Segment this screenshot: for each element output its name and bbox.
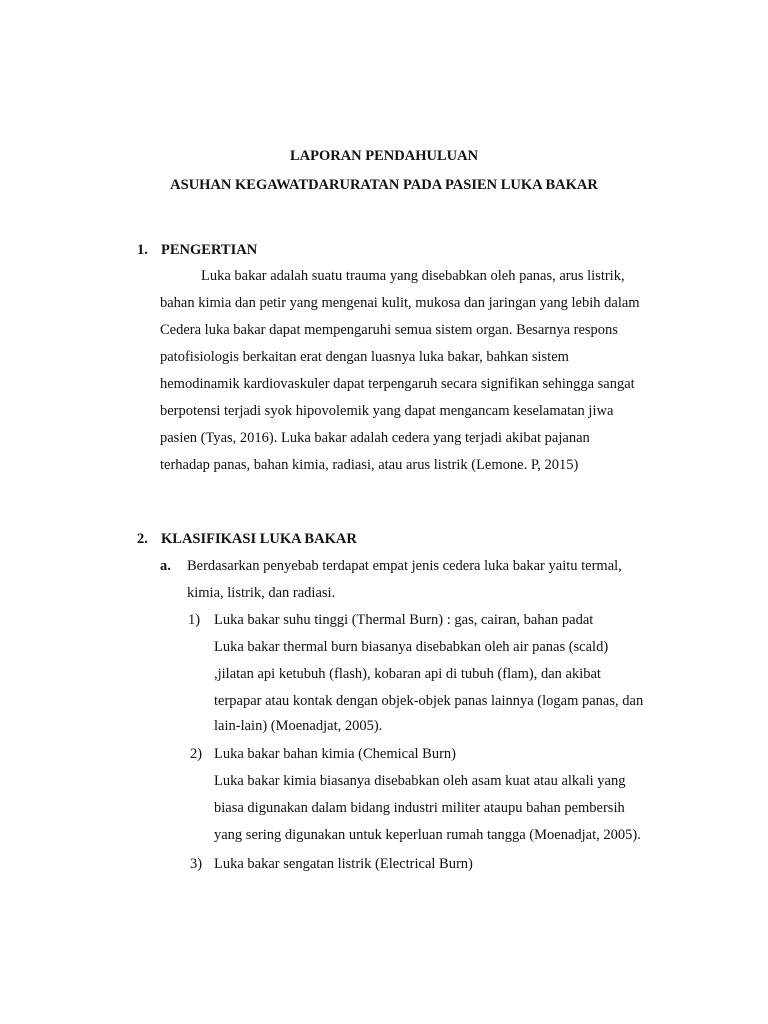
sublist-marker-3: 3) (190, 856, 203, 872)
document-subtitle: ASUHAN KEGAWATDARURATAN PADA PASIEN LUKA BAKAR (170, 177, 598, 193)
sublist-item-line: ,jilatan api ketubuh (flash), kobaran api di tubuh (flam), dan akibat (214, 666, 601, 682)
sublist-item-line: biasa digunakan dalam bidang industri militer ataupu bahan pembersih (214, 800, 625, 816)
section-heading-klasifikasi (137, 531, 437, 551)
section-heading-pengertian (137, 242, 437, 262)
list-item-line: kimia, listrik, dan radiasi. (187, 585, 336, 601)
list-marker-a: a. (160, 558, 171, 574)
sublist-item-line: lain-lain) (Moenadjat, 2005). (214, 718, 383, 734)
sublist-item-line: yang sering digunakan untuk keperluan rumah tangga (Moenadjat, 2005). (214, 827, 641, 843)
paragraph-line: bahan kimia dan petir yang mengenai kulit, mukosa dan jaringan yang lebih dalam (160, 295, 640, 311)
sublist-item-line: terpapar atau kontak dengan objek-objek panas lainnya (logam panas, dan (214, 693, 644, 709)
paragraph-line: Luka bakar adalah suatu trauma yang disebabkan oleh panas, arus listrik, (201, 268, 625, 284)
sublist-item-line: Luka bakar thermal burn biasanya disebabkan oleh air panas (scald) (214, 639, 609, 655)
paragraph-line: hemodinamik kardiovaskuler dapat terpengaruh secara signifikan sehingga sangat (160, 376, 635, 392)
sublist-item-title: Luka bakar bahan kimia (Chemical Burn) (214, 746, 456, 762)
paragraph-line: Cedera luka bakar dapat mempengaruhi semua sistem organ. Besarnya respons (160, 322, 618, 338)
paragraph-line: terhadap panas, bahan kimia, radiasi, atau arus listrik (Lemone. P, 2015) (160, 457, 579, 473)
document-title: LAPORAN PENDAHULUAN (289, 148, 479, 164)
section-title: PENGERTIAN (161, 242, 258, 258)
list-item-line: Berdasarkan penyebab terdapat empat jenis cedera luka bakar yaitu termal, (187, 558, 622, 574)
sublist-item-title: Luka bakar suhu tinggi (Thermal Burn) : gas, cairan, bahan padat (214, 612, 594, 628)
paragraph-line: patofisiologis berkaitan erat dengan luasnya luka bakar, bahkan sistem (160, 349, 569, 365)
section-number: 1. (137, 242, 148, 258)
sublist-marker-1: 1) (188, 612, 201, 628)
sublist-item-line: Luka bakar kimia biasanya disebabkan oleh asam kuat atau alkali yang (214, 773, 626, 789)
section-title: KLASIFIKASI LUKA BAKAR (161, 531, 357, 547)
sublist-item-title: Luka bakar sengatan listrik (Electrical Burn) (214, 856, 473, 872)
paragraph-line: berpotensi terjadi syok hipovolemik yang dapat mengancam keselamatan jiwa (160, 403, 614, 419)
sublist-marker-2: 2) (190, 746, 203, 762)
section-number: 2. (137, 531, 148, 547)
paragraph-line: pasien (Tyas, 2016). Luka bakar adalah cedera yang terjadi akibat pajanan (160, 430, 590, 446)
